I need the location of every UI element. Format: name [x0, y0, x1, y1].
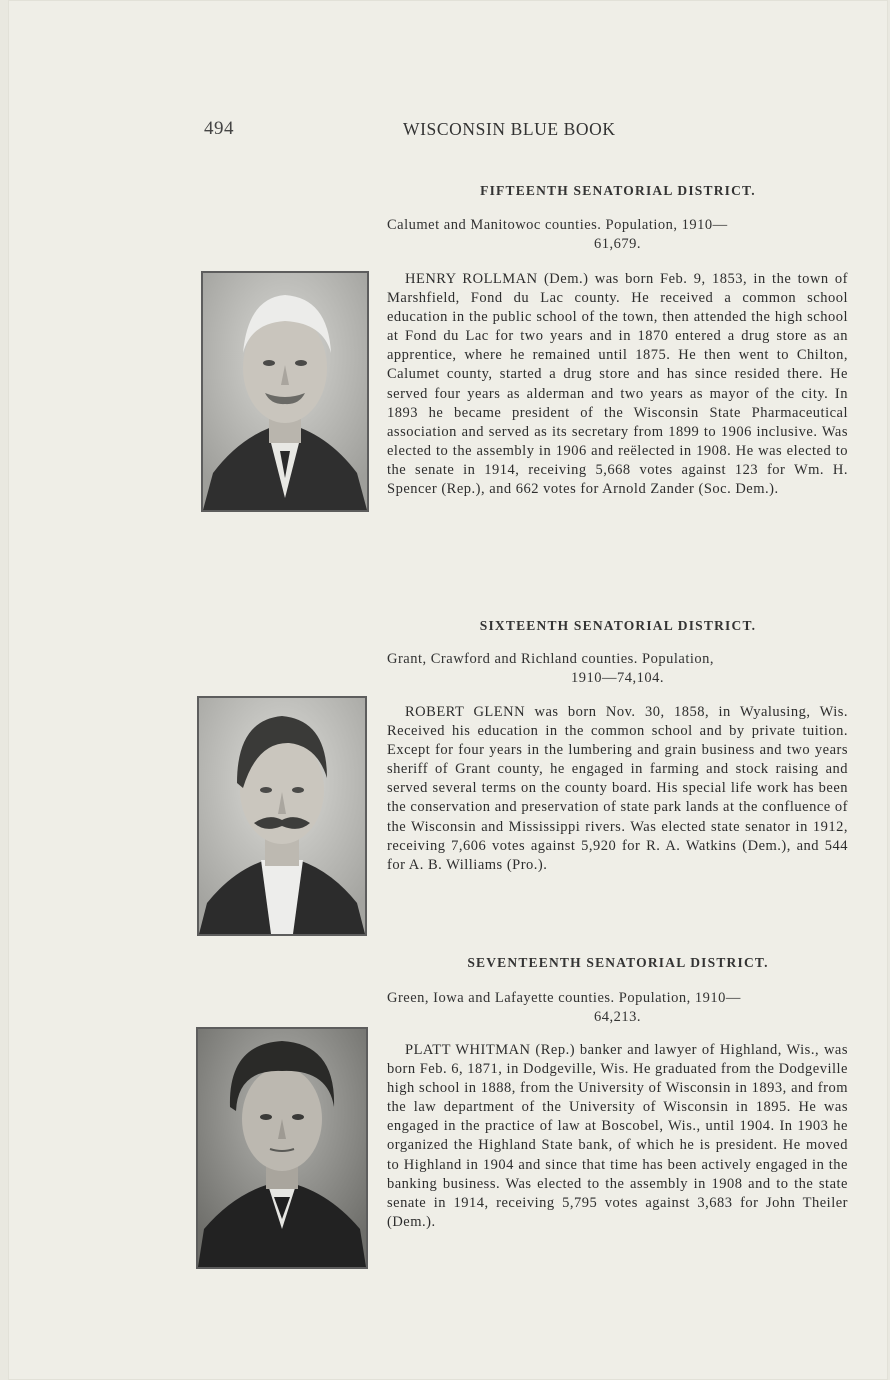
- district-counties-line1: Calumet and Manitowoc counties. Population, 1910—: [387, 217, 728, 233]
- district-heading-fifteenth: FIFTEENTH SENATORIAL DISTRICT.: [480, 183, 756, 198]
- district-counties-sixteenth: [387, 650, 848, 687]
- district-counties-fifteenth: [387, 216, 848, 253]
- bio-robert-glenn: ROBERT GLENN was born Nov. 30, 1858, in Wyalusing, Wis. Received his education in the common school and by private tuition. Except for four years in the lumbering and grain business and two years sheriff of Grant county, he engaged in farming and stock raising and served several terms on the county board. His special life work has been the conservation and preservation of state park lands at the confluence of the Wisconsin and Mississippi rivers. Was elected state senator in 1912, receiving 7,606 votes against 5,920 for R. A. Watkins (Dem.), and 544 for A. B. Williams (Pro.).: [387, 704, 848, 873]
- district-counties-line2: 1910—74,104.: [571, 669, 664, 686]
- district-counties-line1: Grant, Crawford and Richland counties. Population,: [387, 651, 715, 667]
- page-number: 494: [204, 118, 234, 139]
- portrait-robert-glenn: [197, 696, 367, 936]
- portrait-platt-whitman: [196, 1027, 368, 1269]
- district-counties-line1: Green, Iowa and Lafayette counties. Population, 1910—: [387, 990, 741, 1006]
- running-title: WISCONSIN BLUE BOOK: [403, 119, 616, 139]
- district-counties-seventeenth: [387, 989, 848, 1026]
- district-counties-line2: 61,679.: [594, 235, 641, 252]
- portrait-henry-rollman: [201, 271, 369, 512]
- book-page: [8, 0, 888, 1380]
- district-counties-line2: 64,213.: [594, 1008, 641, 1025]
- running-head: [8, 118, 888, 140]
- bio-henry-rollman: HENRY ROLLMAN (Dem.) was born Feb. 9, 1853, in the town of Marshfield, Fond du Lac county. He received a common school education in the public school of the town, then attended the high school at Fond du Lac for two years and in 1870 entered a drug store as an apprentice, where he remained until 1875. He then went to Chilton, Calumet county, started a drug store and has since resided there. He served four years as alderman and two years as mayor of the city. In 1893 he became president of the Wisconsin State Pharmaceutical association and served as its secretary from 1899 to 1906 inclusive. Was elected to the assembly in 1906 and reëlected in 1908. He was elected to the senate in 1914, receiving 5,668 votes against 123 for Wm. H. Spencer (Rep.), and 662 votes for Arnold Zander (Soc. Dem.).: [387, 271, 848, 498]
- district-heading-sixteenth: SIXTEENTH SENATORIAL DISTRICT.: [479, 618, 757, 633]
- bio-platt-whitman: PLATT WHITMAN (Rep.) banker and lawyer of Highland, Wis., was born Feb. 6, 1871, in Dodgeville, Wis. He graduated from the Dodgeville high school in 1888, from the University of Wisconsin in 1893, and from the law department of the University of Wisconsin in 1895. He was engaged in the practice of law at Boscobel, Wis., until 1904. In 1903 he organized the Highland State bank, of which he is president. He moved to Highland in 1904 and since that time has been actively engaged in the banking business. Was elected to the assembly in 1908 and to the state senate in 1914, receiving 5,795 votes against 3,683 for John Theiler (Dem.).: [387, 1042, 848, 1230]
- district-heading-seventeenth: SEVENTEENTH SENATORIAL DISTRICT.: [467, 955, 769, 970]
